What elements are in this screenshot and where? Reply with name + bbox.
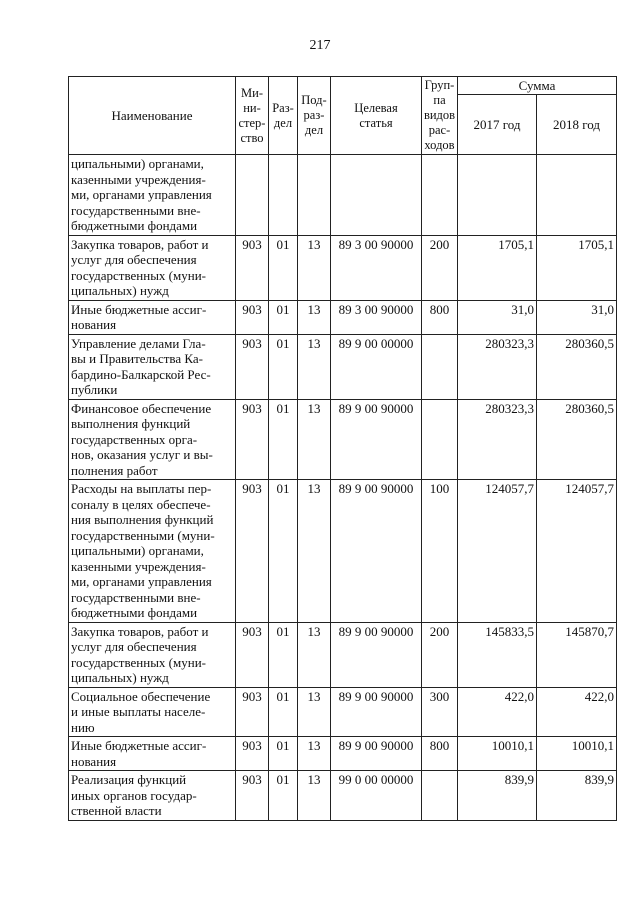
header-ministry [236,77,269,155]
table-header [69,77,617,155]
header-line: ство [240,130,264,145]
row-name-line: нов, оказания услуг и вы- [71,447,213,462]
row-name-line: иных органов государ- [71,787,197,803]
cell-target-article: 89 3 00 90000 [331,300,422,334]
table-body [69,155,617,821]
cell-sum-2017: 280323,3 [458,399,537,480]
row-name-line: и иные выплаты населе- [71,704,206,719]
row-name-line: ми, органами управления [71,187,212,202]
table-row [69,480,617,623]
cell-ministry: 903 [236,737,269,771]
row-name-line: ципальными) органами, [71,543,204,558]
cell-target-article: 89 3 00 90000 [331,235,422,300]
header-line: Груп- [424,78,455,92]
header-line: дел [273,115,293,130]
row-name-line: Социальное обеспечение [71,688,211,704]
cell-sum-2018: 280360,5 [537,334,617,399]
header-line: Под- [301,93,327,107]
row-name-line: ственной власти [71,803,162,818]
row-name [69,235,236,300]
cell-expense-group [422,399,458,480]
table-row [69,334,617,399]
cell-target-article: 89 9 00 90000 [331,399,422,480]
cell-expense-group: 200 [422,622,458,687]
row-name-line: Реализация функций [71,772,187,787]
cell-sum-2017: 422,0 [458,687,537,737]
cell-sum-2018: 10010,1 [537,737,617,771]
budget-table [68,76,617,821]
row-name-line: ципальных) нужд [71,283,169,298]
cell-sum-2018: 280360,5 [537,399,617,480]
cell-subsection: 13 [298,771,331,821]
header-sum: Сумма [458,77,617,95]
row-name-line: нию [71,719,95,735]
cell-target-article: 99 0 00 00000 [331,771,422,821]
row-name-line: государственными (муни- [71,527,215,543]
cell-sum-2018: 1705,1 [537,235,617,300]
header-year-2018: 2018 год [537,95,617,155]
row-name [69,300,236,334]
cell-expense-group [422,771,458,821]
row-name-line: выполнения функций [71,416,191,431]
row-name-line: Закупка товаров, работ и [71,623,209,639]
header-expense-group [422,77,458,155]
cell-expense-group [422,155,458,236]
cell-section: 01 [269,300,298,334]
cell-section: 01 [269,235,298,300]
row-name [69,399,236,480]
row-name-line: ципальных) нужд [71,670,169,685]
row-name-line: полнения работ [71,462,158,478]
row-name-line: Закупка товаров, работ и [71,236,209,252]
row-name-line: соналу в целях обеспече- [71,496,211,512]
cell-sum-2017: 280323,3 [458,334,537,399]
row-name-line: государственных орга- [71,431,198,447]
table-row [69,771,617,821]
row-name-line: государственными вне- [71,589,201,605]
cell-ministry: 903 [236,771,269,821]
row-name-line: ми, органами управления [71,574,212,589]
row-name-line: государственных (муни- [71,654,206,670]
cell-subsection: 13 [298,300,331,334]
row-name-line: Расходы на выплаты пер- [71,481,212,496]
cell-expense-group: 800 [422,300,458,334]
header-line: па [433,93,446,107]
row-name-line: нования [71,317,117,332]
header-subsection [298,77,331,155]
row-name [69,622,236,687]
header-line: статья [359,115,393,130]
cell-sum-2017 [458,155,537,236]
cell-target-article: 89 9 00 90000 [331,480,422,623]
cell-subsection: 13 [298,235,331,300]
table-row [69,737,617,771]
header-line: рас- [428,123,451,137]
header-line: видов [423,108,456,122]
cell-ministry: 903 [236,687,269,737]
row-name-line: казенными учреждения- [71,558,206,574]
cell-sum-2017: 10010,1 [458,737,537,771]
row-name [69,687,236,737]
cell-section: 01 [269,399,298,480]
cell-ministry: 903 [236,480,269,623]
cell-sum-2018: 145870,7 [537,622,617,687]
cell-subsection [298,155,331,236]
cell-ministry: 903 [236,300,269,334]
row-name [69,155,236,236]
cell-sum-2017: 31,0 [458,300,537,334]
header-year-2017: 2017 год [458,95,537,155]
row-name-line: публики [71,382,118,397]
cell-sum-2017: 124057,7 [458,480,537,623]
cell-ministry: 903 [236,235,269,300]
row-name-line: Финансовое обеспечение [71,400,212,416]
row-name [69,334,236,399]
table-row [69,155,617,236]
cell-subsection: 13 [298,334,331,399]
cell-target-article: 89 9 00 90000 [331,687,422,737]
row-name-line: государственными вне- [71,202,201,218]
cell-target-article: 89 9 00 00000 [331,334,422,399]
cell-expense-group: 100 [422,480,458,623]
cell-section [269,155,298,236]
row-name-line: бюджетными фондами [71,218,198,233]
cell-expense-group: 300 [422,687,458,737]
cell-expense-group [422,334,458,399]
row-name-line: Иные бюджетные ассиг- [71,301,207,317]
cell-section: 01 [269,480,298,623]
cell-expense-group: 800 [422,737,458,771]
cell-sum-2018: 839,9 [537,771,617,821]
cell-section: 01 [269,622,298,687]
header-line: Целевая [354,100,398,115]
header-line: дел [304,123,324,137]
row-name [69,737,236,771]
cell-section: 01 [269,687,298,737]
cell-subsection: 13 [298,399,331,480]
row-name-line: Управление делами Гла- [71,335,206,351]
table-row [69,687,617,737]
row-name [69,771,236,821]
cell-section: 01 [269,334,298,399]
header-line: Ми- [241,85,263,100]
cell-sum-2017: 839,9 [458,771,537,821]
header-section [269,77,298,155]
cell-ministry [236,155,269,236]
cell-ministry: 903 [236,334,269,399]
cell-sum-2017: 145833,5 [458,622,537,687]
row-name-line: ния выполнения функций [71,512,214,527]
row-name-line: государственных (муни- [71,267,206,283]
header-line: ни- [243,100,261,115]
row-name-line: бюджетными фондами [71,605,198,620]
cell-sum-2018: 31,0 [537,300,617,334]
cell-ministry: 903 [236,622,269,687]
row-name-line: ципальными) органами, [71,156,204,171]
cell-subsection: 13 [298,737,331,771]
cell-subsection: 13 [298,480,331,623]
cell-section: 01 [269,737,298,771]
cell-sum-2017: 1705,1 [458,235,537,300]
row-name [69,480,236,623]
header-line: раз- [303,108,325,122]
table-row [69,399,617,480]
table-row [69,300,617,334]
cell-target-article: 89 9 00 90000 [331,622,422,687]
row-name-line: бардино-Балкарской Рес- [71,366,211,382]
header-line: стер- [238,115,266,130]
cell-sum-2018: 124057,7 [537,480,617,623]
cell-section: 01 [269,771,298,821]
row-name-line: нования [71,753,117,769]
row-name-line: услуг для обеспечения [71,639,197,654]
header-name: Наименование [69,77,236,155]
header-line: Раз- [272,100,294,115]
row-name-line: вы и Правительства Ка- [71,351,203,366]
cell-subsection: 13 [298,622,331,687]
cell-expense-group: 200 [422,235,458,300]
cell-target-article [331,155,422,236]
header-line: ходов [424,138,455,152]
cell-target-article: 89 9 00 90000 [331,737,422,771]
table-row [69,622,617,687]
row-name-line: казенными учреждения- [71,171,206,187]
cell-sum-2018: 422,0 [537,687,617,737]
row-name-line: Иные бюджетные ассиг- [71,738,207,753]
row-name-line: услуг для обеспечения [71,252,197,267]
cell-subsection: 13 [298,687,331,737]
cell-sum-2018 [537,155,617,236]
table-row [69,235,617,300]
cell-ministry: 903 [236,399,269,480]
header-target-article [331,77,422,155]
page-number: 217 [309,38,331,53]
